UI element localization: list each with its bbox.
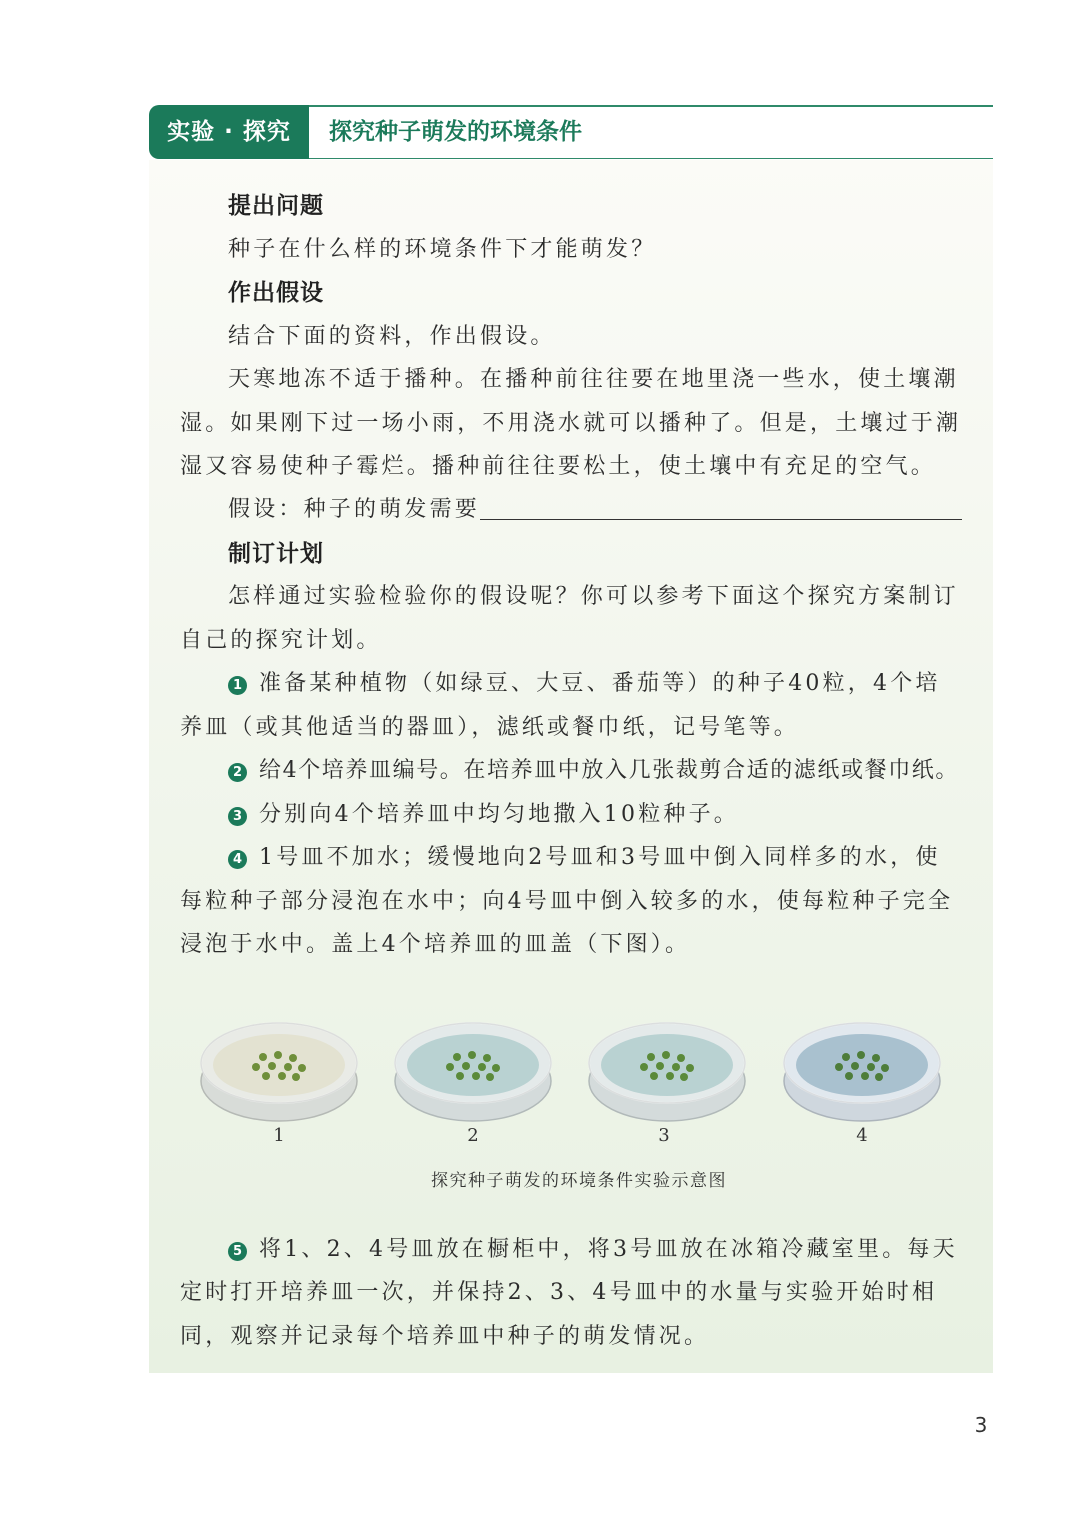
step-5-line2: 定时打开培养皿一次，并保持2、3、4号皿中的水量与实验开始时相 [180, 1280, 938, 1305]
step-4-line3: 浸泡于水中。盖上4个培养皿的皿盖（下图）。 [180, 932, 691, 957]
ask-text: 种子在什么样的环境条件下才能萌发？ [228, 237, 657, 262]
step-2-number: 2 [228, 763, 247, 782]
step-2-line1 [228, 751, 965, 791]
plan-paragraph-line1: 怎样通过实验检验你的假设呢？你可以参考下面这个探究方案制订 [228, 584, 959, 609]
section-header [149, 105, 993, 159]
header-title: 探究种子萌发的环境条件 [329, 119, 582, 145]
plan-heading: 制订计划 [228, 541, 324, 567]
ask-heading: 提出问题 [228, 193, 324, 219]
hypothesis-fill-line [228, 490, 965, 530]
step-3-line1 [228, 795, 965, 835]
step-5-text: 将1、2、4号皿放在橱柜中，将3号皿放在冰箱冷藏室里。每天 [259, 1237, 958, 1262]
petri-dish-3 [586, 1013, 748, 1123]
step-4-number: 4 [228, 850, 247, 869]
hypothesis-paragraph-line1: 天寒地冻不适于播种。在播种前往往要在地里浇一些水，使土壤潮 [228, 367, 959, 392]
step-3-number: 3 [228, 807, 247, 826]
hypothesis-paragraph-line2: 湿。如果刚下过一场小雨，不用浇水就可以播种了。但是，土壤过于潮 [180, 411, 962, 436]
dish-label-3: 3 [658, 1125, 670, 1146]
dish-label-4: 4 [856, 1125, 868, 1146]
hypothesis-heading: 作出假设 [228, 280, 324, 306]
step-1-text: 准备某种植物（如绿豆、大豆、番茄等）的种子40粒，4个培 [259, 671, 941, 696]
dish-label-1: 1 [273, 1125, 285, 1146]
plan-paragraph-line2: 自己的探究计划。 [180, 628, 382, 653]
hypothesis-intro: 结合下面的资料，作出假设。 [228, 324, 556, 349]
page-number: 3 [974, 1413, 988, 1437]
header-rule-bottom [309, 158, 993, 160]
step-5-line1 [228, 1230, 965, 1270]
hypothesis-blank [480, 491, 962, 520]
petri-dish-1 [198, 1013, 360, 1123]
dish-label-2: 2 [467, 1125, 479, 1146]
petri-dish-4 [781, 1013, 943, 1123]
step-1-line2: 养皿（或其他适当的器皿），滤纸或餐巾纸，记号笔等。 [180, 715, 800, 740]
hypothesis-fill-label: 假设：种子的萌发需要 [228, 497, 481, 522]
step-3-text: 分别向4个培养皿中均匀地撒入10粒种子。 [259, 802, 739, 827]
step-5-number: 5 [228, 1242, 247, 1261]
step-4-line2: 每粒种子部分浸泡在水中；向4号皿中倒入较多的水，使每粒种子完全 [180, 889, 954, 914]
petri-dish-2 [392, 1013, 554, 1123]
figure-caption: 探究种子萌发的环境条件实验示意图 [431, 1171, 727, 1191]
step-4-line1 [228, 838, 965, 878]
step-4-text: 1号皿不加水；缓慢地向2号皿和3号皿中倒入同样多的水，使 [259, 845, 941, 870]
header-tag: 实验 · 探究 [149, 105, 309, 159]
step-1-line1 [228, 664, 965, 704]
hypothesis-paragraph-line3: 湿又容易使种子霉烂。播种前往往要松土，使土壤中有充足的空气。 [180, 454, 937, 479]
step-2-text: 给4个培养皿编号。在培养皿中放入几张裁剪合适的滤纸或餐巾纸。 [259, 758, 959, 783]
step-5-line3: 同，观察并记录每个培养皿中种子的萌发情况。 [180, 1324, 710, 1349]
step-1-number: 1 [228, 676, 247, 695]
